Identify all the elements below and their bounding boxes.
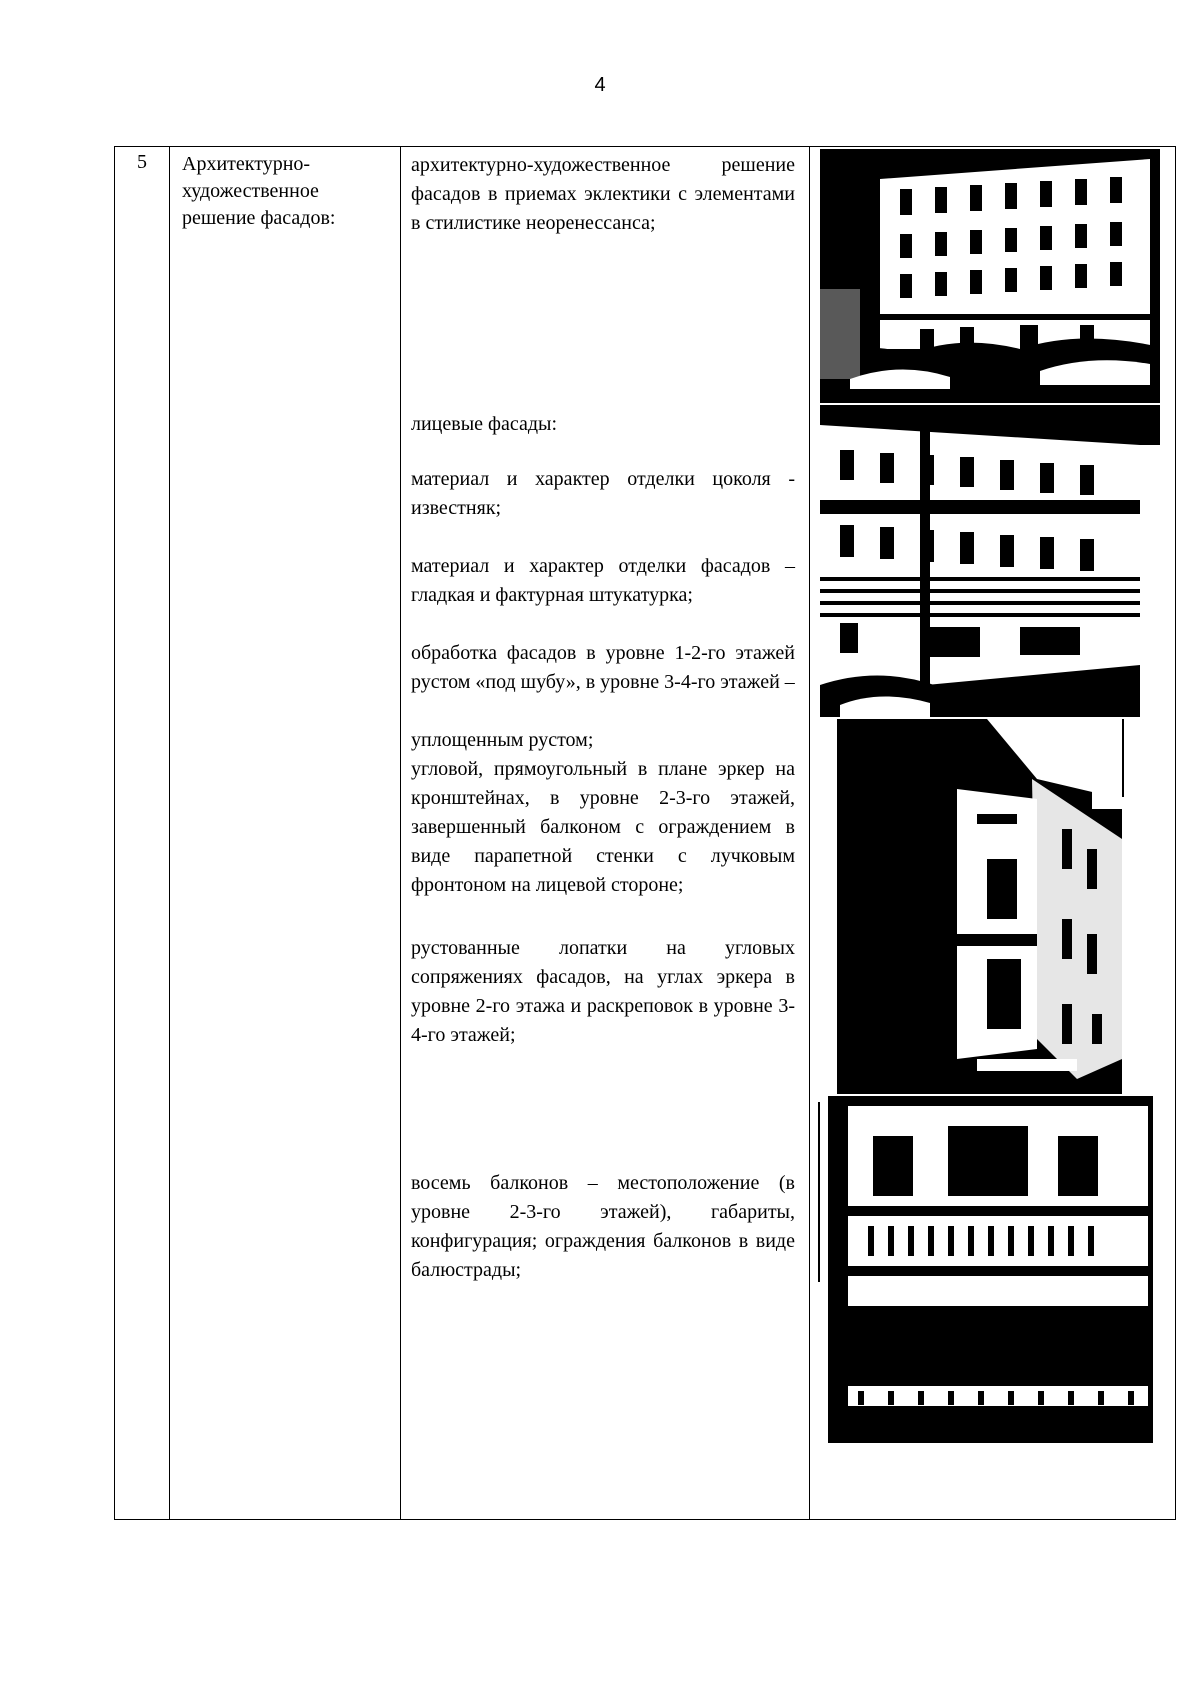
paragraph: угловой, прямоугольный в плане эркер на кронштейнах, в уровне 2-3-го этажей, завершенный балконом с ограждением в виде парапетной стенки с лучковым фронтоном на лицевой стороне;: [411, 758, 795, 896]
paragraph: рустованные лопатки на угловых сопряжениях фасадов, на углах эркера в уровне 2-го этажа и раскреповок в уровне 3-4-го этажей;: [411, 937, 795, 1046]
row-description: [401, 147, 810, 1520]
paragraph: архитектурно-художественное решение фасадов в приемах эклектики с элементами в стилистике неоренессанса;: [411, 154, 795, 234]
paragraph: материал и характер отделки фасадов – гладкая и фактурная штукатурка;: [411, 555, 795, 606]
object-table: [114, 146, 1176, 1520]
row-name: Архитектурно-художественное решение фасадов:: [170, 147, 401, 1520]
building-corner-oriel-photo: [837, 719, 1122, 1094]
paragraph: уплощенным рустом;: [411, 729, 594, 751]
page-number: 4: [594, 74, 606, 96]
building-facade-photo: [820, 405, 1160, 717]
row-number: 5: [115, 147, 170, 1520]
building-facade-photo: [820, 149, 1160, 403]
paragraph: лицевые фасады:: [411, 413, 558, 435]
divider: [1122, 719, 1124, 797]
paragraph: обработка фасадов в уровне 1-2-го этажей рустом «под шубу», в уровне 3-4-го этажей –: [411, 642, 795, 693]
divider: [818, 1102, 820, 1282]
row-photos: [810, 147, 1176, 1520]
paragraph: восемь балконов – местоположение (в уровне 2-3-го этажей), габариты, конфигурация; ограждения балконов в виде балюстрады;: [411, 1172, 795, 1281]
table-row: [115, 147, 1176, 1520]
balcony-detail-photo: [828, 1096, 1153, 1443]
paragraph: материал и характер отделки цоколя - известняк;: [411, 468, 795, 519]
